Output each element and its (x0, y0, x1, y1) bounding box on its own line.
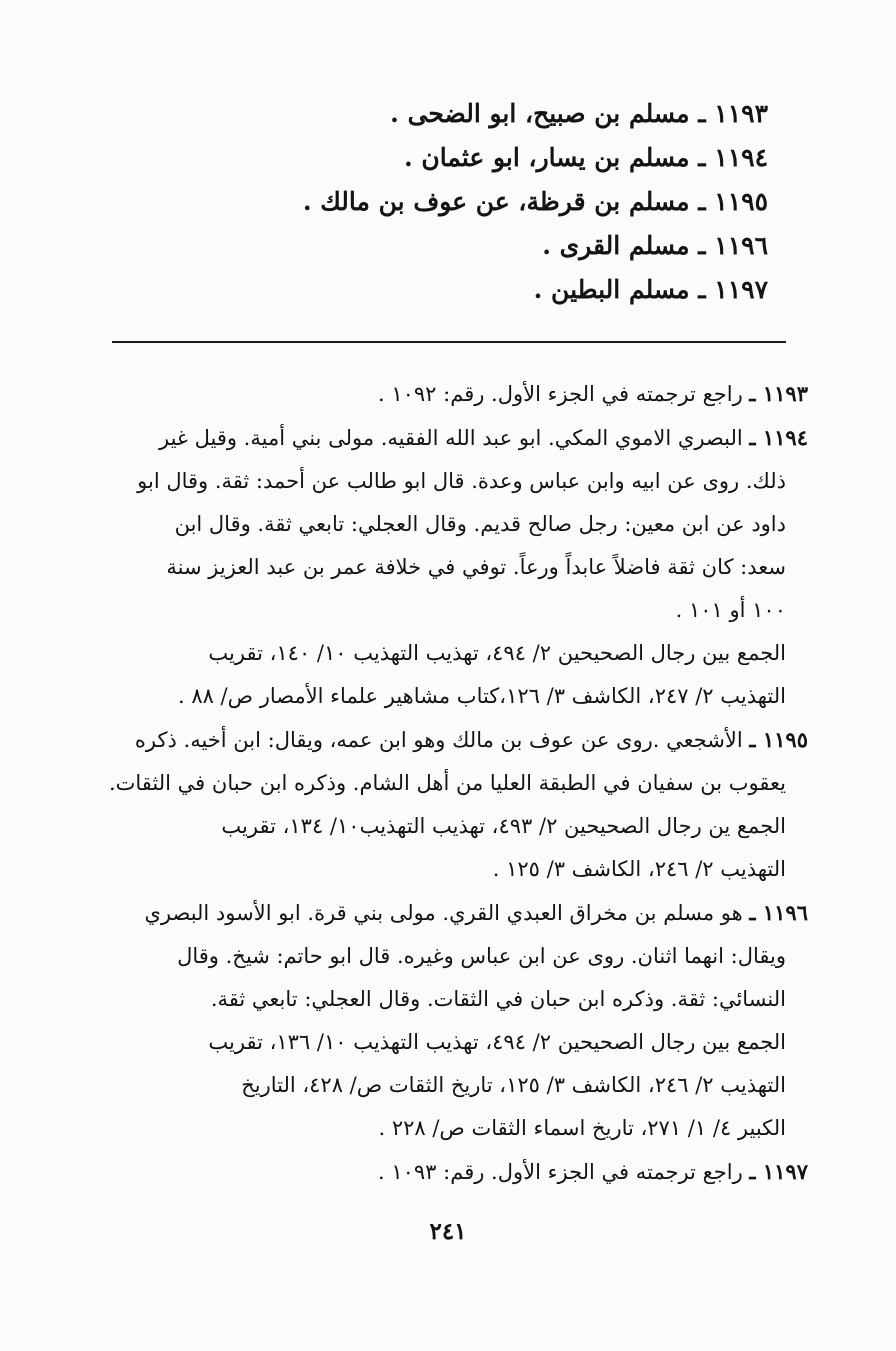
footnote-number: ١١٩٥ ـ (749, 727, 808, 752)
reference-line: التهذيب ٢/ ٢٤٦، الكاشف ٣/ ١٢٥، تاريخ الثقات ص/ ٤٢٨، التاريخ (241, 1073, 786, 1097)
entry-item: ١١٩٦ ـ مسلم القرى . (542, 231, 768, 260)
footnote-number: ١١٩٣ ـ (749, 381, 808, 406)
footnote-text-line: داود عن ابن معين: رجل صالح قديم. وقال العجلي: تابعي ثقة. وقال ابن (174, 512, 786, 536)
footnote-text-line: راجع ترجمته في الجزء الأول. رقم: ١٠٩٣ . (377, 1160, 743, 1184)
reference-line: الجمع بين رجال الصحيحين ٢/ ٤٩٤، تهذيب التهذيب ١٠/ ١٣٦، تقريب (208, 1030, 786, 1054)
entry-item: ١١٩٤ ـ مسلم بن يسار، ابو عثمان . (404, 143, 768, 172)
footnote-text-line: هو مسلم بن مخراق العبدي القري. مولى بني قرة. ابو الأسود البصري (144, 901, 743, 925)
entry-item: ١١٩٧ ـ مسلم البطين . (533, 275, 768, 304)
footnote-1195 (106, 718, 808, 805)
footnote-references-1196 (106, 1021, 808, 1150)
footnote-number: ١١٩٦ ـ (749, 900, 808, 925)
footnote-text-line: ويقال: انهما اثنان. روى عن ابن عباس وغيره. قال ابو حاتم: شيخ. وقال (177, 944, 786, 968)
footnote-1196 (106, 891, 808, 1021)
page-number: ٢٤١ (429, 1218, 467, 1245)
reference-line: التهذيب ٢/ ٢٤٧، الكاشف ٣/ ١٢٦،كتاب مشاهير علماء الأمصار ص/ ٨٨ . (177, 684, 786, 708)
footnote-references-1194 (106, 632, 808, 718)
entry-list (208, 92, 768, 312)
footnote-text-line: راجع ترجمته في الجزء الأول. رقم: ١٠٩٢ . (377, 382, 743, 406)
entry-item: ١١٩٣ ـ مسلم بن صبيح، ابو الضحى . (390, 99, 768, 128)
footnote-text-line: الأشجعي .روى عن عوف بن مالك وهو ابن عمه، ويقال: ابن أخيه. ذكره (134, 728, 743, 752)
footnote-references-1195 (106, 805, 808, 891)
footnote-number: ١١٩٤ ـ (749, 425, 808, 450)
reference-line: التهذيب ٢/ ٢٤٦، الكاشف ٣/ ١٢٥ . (492, 857, 786, 881)
footnote-text-line: النسائي: ثقة. وذكره ابن حبان في الثقات. وقال العجلي: تابعي ثقة. (210, 987, 786, 1011)
footnote-divider (112, 341, 786, 343)
footnote-number: ١١٩٧ ـ (749, 1159, 808, 1184)
reference-line: الكبير ٤/ ١/ ٢٧١، تاريخ اسماء الثقات ص/ ٢٢٨ . (378, 1116, 786, 1140)
reference-line: الجمع ين رجال الصحيحين ٢/ ٤٩٣، تهذيب التهذيب١٠/ ١٣٤، تقريب (221, 814, 786, 838)
reference-line: الجمع بين رجال الصحيحين ٢/ ٤٩٤، تهذيب التهذيب ١٠/ ١٤٠، تقريب (208, 641, 786, 665)
footnote-text-line: سعد: كان ثقة فاضلاً عابداً ورعاً. توفي في خلافة عمر بن عبد العزيز سنة (166, 555, 786, 579)
footnote-1193 (106, 372, 808, 416)
footnote-text-line: ذلك. روى عن ابيه وابن عباس وعدة. قال ابو طالب عن أحمد: ثقة. وقال ابو (137, 469, 786, 493)
footnote-text-line: ١٠٠ أو ١٠١ . (675, 598, 786, 622)
footnote-text-line: يعقوب بن سفيان في الطبقة العليا من أهل الشام. وذكره ابن حبان في الثقات. (108, 771, 786, 795)
footnote-text-line: البصري الاموي المكي. ابو عبد الله الفقيه. مولى بني أمية. وقيل غير (159, 426, 743, 450)
footnote-1194 (106, 416, 808, 632)
footnote-1197 (106, 1150, 808, 1194)
entry-item: ١١٩٥ ـ مسلم بن قرظة، عن عوف بن مالك . (302, 187, 768, 216)
footnotes (106, 372, 808, 1194)
